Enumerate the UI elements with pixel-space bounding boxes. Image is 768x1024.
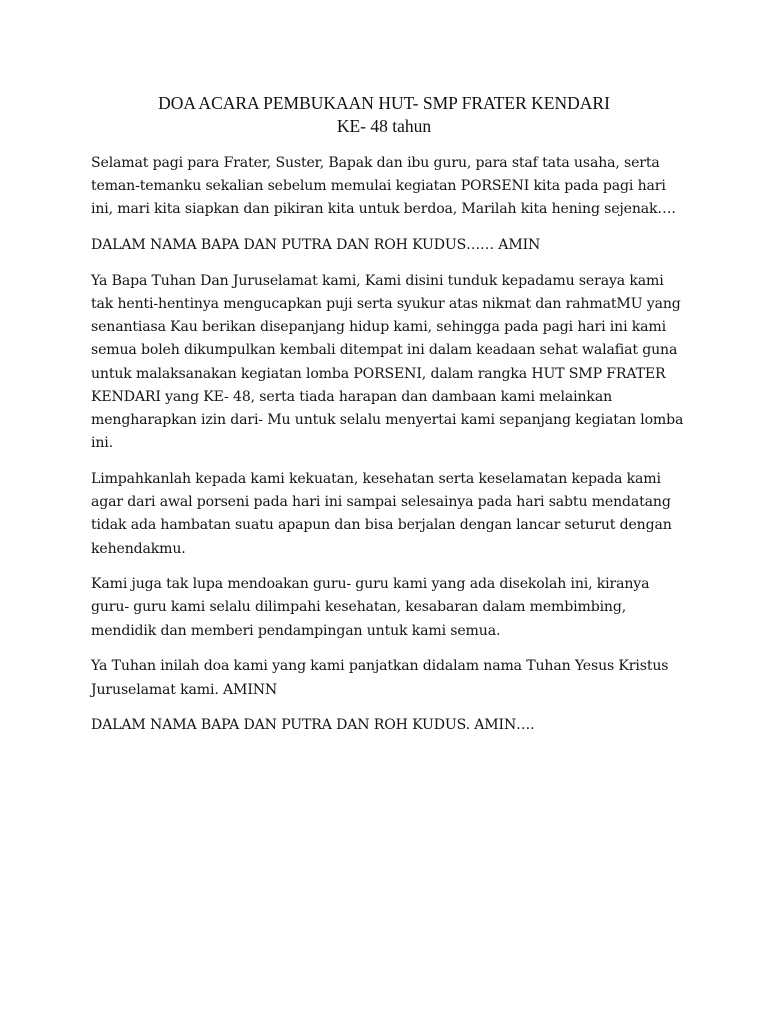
paragraph-line: ini. — [91, 435, 113, 452]
paragraph-line: guru- guru kami selalu dilimpahi kesehatan, kesabaran dalam membimbing, — [91, 599, 627, 616]
paragraph-line: KENDARI yang KE- 48, serta tiada harapan dan dambaan kami melainkan — [91, 388, 612, 405]
paragraph-2 — [91, 234, 691, 257]
paragraph-line: Juruselamat kami. AMINN — [91, 681, 278, 698]
paragraph-line: Ya Tuhan inilah doa kami yang kami panjatkan didalam nama Tuhan Yesus Kristus — [91, 658, 669, 675]
paragraph-line: senantiasa Kau berikan disepanjang hidup kami, sehingga pada pagi hari ini kami — [91, 319, 666, 336]
paragraph-4 — [91, 468, 691, 561]
paragraph-line: Selamat pagi para Frater, Suster, Bapak dan ibu guru, para staf tata usaha, serta — [91, 155, 660, 171]
paragraph-7 — [91, 714, 691, 737]
paragraph-6 — [91, 655, 691, 701]
paragraph-line: mendidik dan memberi pendampingan untuk kami semua. — [91, 622, 501, 639]
title-line-2: KE- 48 tahun — [336, 116, 432, 136]
paragraph-3 — [91, 270, 691, 456]
paragraph-line: mengharapkan izin dari- Mu untuk selalu menyertai kami sepanjang kegiatan lomba — [91, 412, 684, 429]
document-body — [91, 152, 691, 750]
paragraph-1 — [91, 152, 691, 222]
paragraph-line: teman-temanku sekalian sebelum memulai kegiatan PORSENI kita pada pagi hari — [91, 178, 666, 195]
title-line-1: DOA ACARA PEMBUKAAN HUT- SMP FRATER KENDARI — [158, 93, 610, 113]
paragraph-5 — [91, 573, 691, 643]
paragraph-line: Limpahkanlah kepada kami kekuatan, kesehatan serta keselamatan kepada kami — [91, 470, 661, 487]
paragraph-line: untuk malaksanakan kegiatan lomba PORSENI, dalam rangka HUT SMP FRATER — [91, 365, 666, 382]
paragraph-line: Kami juga tak lupa mendoakan guru- guru kami yang ada disekolah ini, kiranya — [91, 576, 650, 593]
paragraph-line: ini, mari kita siapkan dan pikiran kita untuk berdoa, Marilah kita hening sejenak…. — [91, 201, 676, 218]
paragraph-line: Ya Bapa Tuhan Dan Juruselamat kami, Kami disini tunduk kepadamu seraya kami — [91, 272, 664, 289]
paragraph-line: DALAM NAMA BAPA DAN PUTRA DAN ROH KUDUS…… AMIN — [91, 237, 541, 254]
paragraph-line: semua boleh dikumpulkan kembali ditempat ini dalam keadaan sehat walafiat guna — [91, 342, 678, 359]
paragraph-line: agar dari awal porseni pada hari ini sampai selesainya pada hari sabtu mendatang — [91, 494, 671, 511]
paragraph-line: kehendakmu. — [91, 540, 186, 557]
document-title — [0, 92, 768, 138]
paragraph-line: tak henti-hentinya mengucapkan puji serta syukur atas nikmat dan rahmatMU yang — [91, 296, 681, 313]
paragraph-line: DALAM NAMA BAPA DAN PUTRA DAN ROH KUDUS. AMIN…. — [91, 717, 535, 734]
paragraph-line: tidak ada hambatan suatu apapun dan bisa berjalan dengan lancar seturut dengan — [91, 517, 672, 534]
